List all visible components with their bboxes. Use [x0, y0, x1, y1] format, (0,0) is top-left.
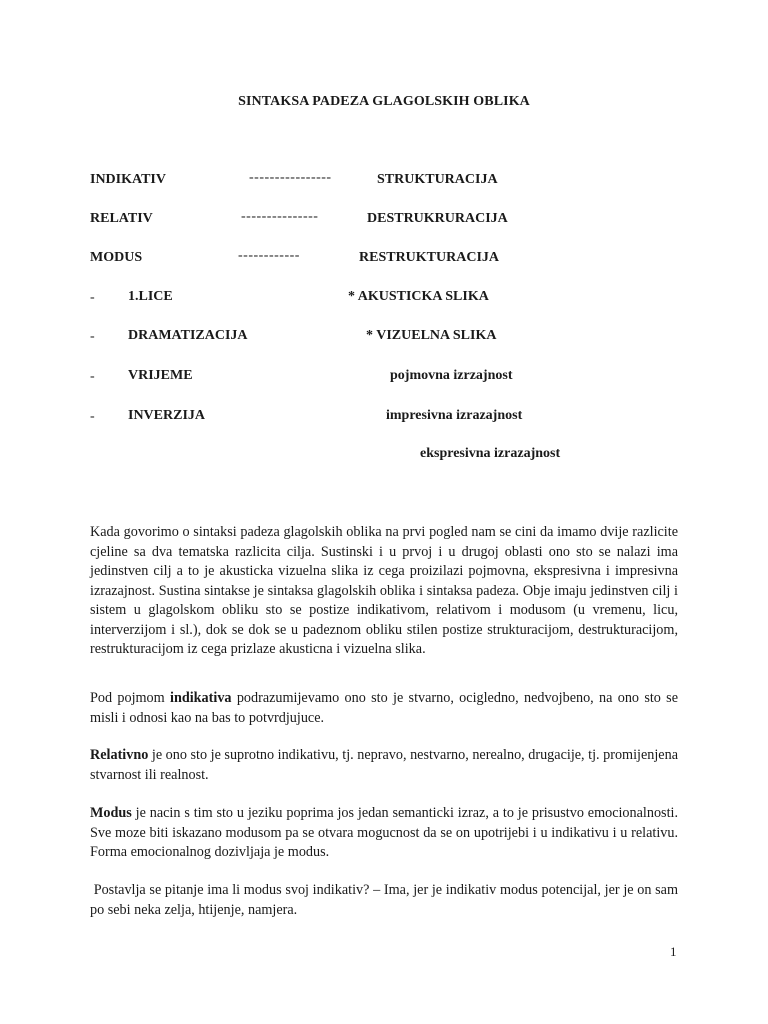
list-bullet: -	[90, 369, 95, 384]
list-item-left: VRIJEME	[128, 368, 193, 383]
list-item-left: DRAMATIZACIJA	[128, 328, 248, 343]
page-number: 1	[670, 944, 677, 959]
paragraph-intro: Kada govorimo o sintaksi padeza glagolskih oblika na prvi pogled nam se cini da imamo dvije razlicite cjeline sa dva tematska razlicita cilja. Sustinski i u prvoj i u drugoj oblasti ono sto se nalazi ima jedinstven cilj a to je akusticka vizuelna slika iz cega proizilazi pojmovna, ekspresivna i impresivna izrazajnost. Sustina sintakse je sintaksa glagolskih oblika i sintaksa padeza. Obje imaju jedinstven cilj i sistem u glagolskom obliku sto se postize indikativom, relativom i modusom (u vremenu, licu, interverzijom i sl.), dok se dok se u padeznom obliku stilen postize strukturacijom, destrukturacijom, restrukturacijom iz cega prizlaze akusticna i vizuelna slika.	[90, 524, 678, 657]
list-item-right: pojmovna izrzajnost	[390, 368, 513, 383]
dash-separator: ------------	[238, 248, 300, 263]
paragraph-bold-term: Modus	[90, 805, 132, 821]
paragraph-text: je nacin s tim sto u jeziku poprima jos jedan semanticki izraz, a to je prisustvo emocionalnosti. Sve moze biti iskazano modusom pa se otvara mogucnost da se on upotrijebi i u indikativu i u relativu. Forma emocionalnog dozivljaja je modus.	[90, 805, 678, 860]
paragraph-modus	[90, 804, 678, 863]
term-strukturacija: STRUKTURACIJA	[377, 172, 498, 187]
paragraph-text: Pod pojmom	[90, 690, 170, 706]
list-bullet: -	[90, 409, 95, 424]
paragraph-question: Postavlja se pitanje ima li modus svoj indikativ? – Ima, jer je indikativ modus potencijal, jer je on sam po sebi neka zelja, htijenje, namjera.	[90, 882, 682, 918]
paragraph-relativno	[90, 746, 678, 785]
term-relativ: RELATIV	[90, 211, 153, 226]
term-modus: MODUS	[90, 250, 143, 265]
term-restrukturacija: RESTRUKTURACIJA	[359, 250, 500, 265]
list-item-right: * AKUSTICKA SLIKA	[348, 289, 489, 304]
list-item-right: * VIZUELNA SLIKA	[366, 328, 497, 343]
term-destrukruracija: DESTRUKRURACIJA	[367, 211, 508, 226]
paragraph-bold-term: Relativno	[90, 747, 149, 763]
list-bullet: -	[90, 329, 95, 344]
extra-term: ekspresivna izrazajnost	[420, 446, 561, 461]
list-item-right: impresivna izrazajnost	[386, 408, 523, 423]
list-bullet: -	[90, 290, 95, 305]
dash-separator: ----------------	[249, 170, 332, 185]
document-title: SINTAKSA PADEZA GLAGOLSKIH OBLIKA	[238, 94, 530, 109]
paragraph-text: podrazumijevamo ono sto je stvarno, ocigledno, nedvojbeno, na ono sto se misli i odnosi kao na bas to potvrdjujuce.	[90, 690, 678, 726]
paragraph-indikativ	[90, 689, 678, 728]
list-item-left: INVERZIJA	[128, 408, 206, 423]
paragraph-text: je ono sto je suprotno indikativu, tj. nepravo, nestvarno, nerealno, drugacije, tj. promijenjena stvarnost ili realnost.	[90, 747, 678, 783]
paragraph-bold-term: indikativa	[170, 690, 232, 706]
term-indikativ: INDIKATIV	[90, 172, 166, 187]
dash-separator: ---------------	[241, 209, 319, 224]
list-item-left: 1.LICE	[128, 289, 173, 304]
